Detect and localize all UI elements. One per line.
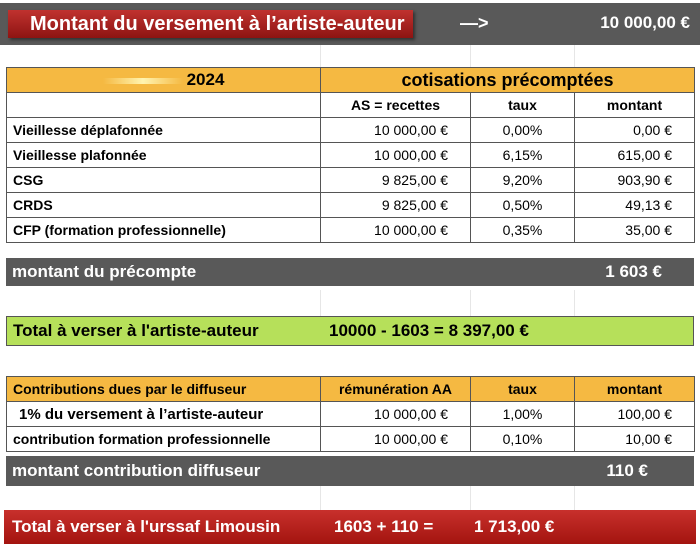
year-highlight [103, 78, 183, 84]
table-row [7, 193, 695, 218]
column-guide [470, 290, 471, 316]
row-base: 9 825,00 € [321, 168, 471, 193]
table-row [7, 402, 695, 427]
table-row [7, 218, 695, 243]
row-rate: 0,50% [471, 193, 575, 218]
row-rate: 0,35% [471, 218, 575, 243]
diffuseur-total-label: montant contribution diffuseur [12, 461, 261, 480]
column-guide [320, 45, 321, 67]
column-guide [574, 290, 575, 316]
row-amount: 10,00 € [575, 427, 695, 452]
col-header-amount: montant [575, 377, 695, 402]
col-header-rate: taux [471, 93, 575, 118]
column-guide [470, 45, 471, 67]
row-rate: 1,00% [471, 402, 575, 427]
row-base: 9 825,00 € [321, 193, 471, 218]
row-amount: 615,00 € [575, 143, 695, 168]
column-guide [574, 45, 575, 67]
urssaf-total-bar [4, 510, 696, 544]
precompte-total-label: montant du précompte [12, 262, 197, 281]
col-header-base: rémunération AA [321, 377, 471, 402]
table-row [7, 143, 695, 168]
row-rate: 0,00% [471, 118, 575, 143]
precompte-header-row [7, 68, 695, 93]
row-base: 10 000,00 € [321, 402, 471, 427]
col-header-amount: montant [575, 93, 695, 118]
empty-header-cell [7, 93, 321, 118]
column-guide [320, 290, 321, 316]
row-base: 10 000,00 € [321, 427, 471, 452]
column-guide [470, 486, 471, 510]
row-label: 1% du versement à l’artiste-auteur [7, 402, 321, 427]
column-guide [574, 486, 575, 510]
column-guide [320, 486, 321, 510]
table-row [7, 427, 695, 452]
urssaf-total-formula: 1603 + 110 = [334, 517, 434, 536]
precompte-total-value: 1 603 € [605, 262, 662, 281]
precompte-table [6, 67, 695, 243]
col-header-base: AS = recettes [321, 93, 471, 118]
urssaf-total-label: Total à verser à l'urssaf Limousin [12, 517, 281, 536]
row-label: Vieillesse plafonnée [7, 143, 321, 168]
row-label: CRDS [7, 193, 321, 218]
col-header-rate: taux [471, 377, 575, 402]
row-rate: 0,10% [471, 427, 575, 452]
row-label: Vieillesse déplafonnée [7, 118, 321, 143]
payment-title-banner: Montant du versement à l’artiste-auteur [8, 10, 413, 38]
diffuseur-table [6, 376, 695, 452]
diffuseur-header-label: Contributions dues par le diffuseur [7, 377, 321, 402]
table-row [7, 118, 695, 143]
row-label: CFP (formation professionnelle) [7, 218, 321, 243]
urssaf-total-value: 1 713,00 € [474, 517, 555, 536]
year-label: 2024 [186, 70, 225, 89]
row-label: contribution formation professionnelle [7, 427, 321, 452]
row-base: 10 000,00 € [321, 118, 471, 143]
diffuseur-header-row [7, 377, 695, 402]
group-header: cotisations précomptées [321, 68, 695, 93]
row-base: 10 000,00 € [321, 218, 471, 243]
arrow-icon: —> [460, 13, 489, 33]
row-amount: 35,00 € [575, 218, 695, 243]
row-label: CSG [7, 168, 321, 193]
row-rate: 6,15% [471, 143, 575, 168]
row-amount: 903,90 € [575, 168, 695, 193]
table-row [7, 168, 695, 193]
diffuseur-total-value: 110 € [606, 461, 648, 480]
row-base: 10 000,00 € [321, 143, 471, 168]
diffuseur-total-bar [6, 456, 694, 486]
row-amount: 0,00 € [575, 118, 695, 143]
artist-total-bar [6, 316, 694, 346]
row-amount: 49,13 € [575, 193, 695, 218]
year-cell [7, 68, 321, 93]
artist-total-formula: 10000 - 1603 = 8 397,00 € [329, 321, 529, 340]
precompte-total-bar [6, 258, 694, 286]
precompte-column-row [7, 93, 695, 118]
row-amount: 100,00 € [575, 402, 695, 427]
row-rate: 9,20% [471, 168, 575, 193]
payment-amount: 10 000,00 € [600, 13, 690, 32]
artist-total-label: Total à verser à l'artiste-auteur [13, 321, 259, 340]
